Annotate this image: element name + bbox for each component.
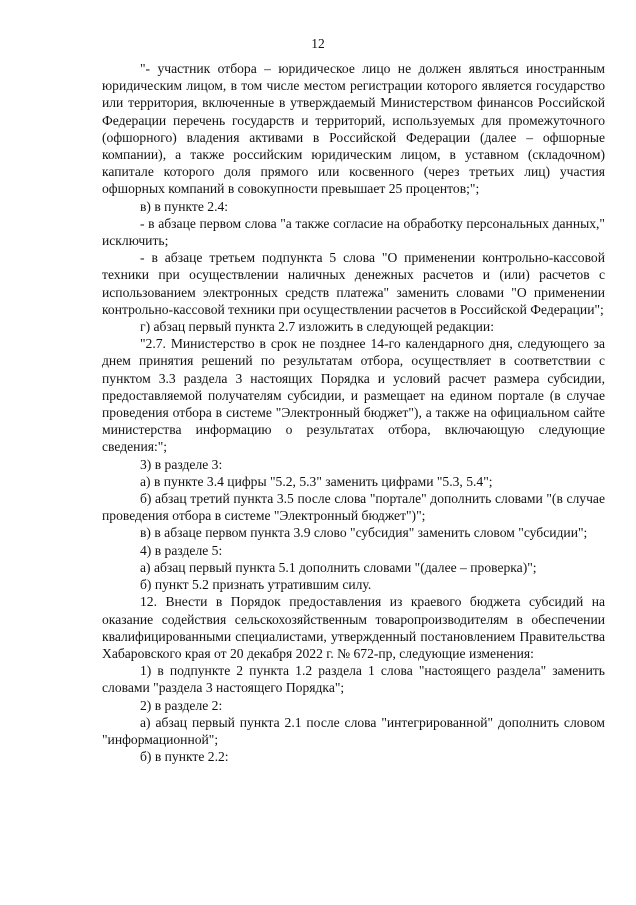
paragraph-8: а) в пункте 3.4 цифры "5.2, 5.3" заменить цифрами "5.3, 5.4"; <box>140 473 493 489</box>
paragraph-10: в) в абзаце первом пункта 3.9 слово "субсидия" заменить словом "субсидии"; <box>140 525 588 541</box>
paragraph-2: в) в пункте 2.4: <box>140 198 229 214</box>
paragraph-14: 12. Внести в Порядок предоставления из краевого бюджета субсидий на оказание содействия сельскохозяйственным товаропроизводителям в обеспечении квалифицированными специалистами, утвержденный постановлением Правительства Хабаровского края от 20 декабря 2022 г. № 672-пр, следующие изменения: <box>102 594 605 661</box>
paragraph-6: "2.7. Министерство в срок не позднее 14-го календарного дня, следующего за днем принятия решений по результатам отбора, осуществляет в соответствии с пунктом 3.3 раздела 3 настоящих Порядка и условий расчет размера субсидии, предоставляемой получателям субсидии, и размещает на едином портале (в случае проведения отбора в системе "Электронный бюджет"), а также на официальном сайте министерства информацию о результатах отбора, включающую следующие сведения:"; <box>102 336 605 455</box>
page-number: 12 <box>311 36 325 51</box>
paragraph-18: б) в пункте 2.2: <box>140 749 229 765</box>
paragraph-5: г) абзац первый пункта 2.7 изложить в следующей редакции: <box>140 319 494 335</box>
paragraph-9: б) абзац третий пункта 3.5 после слова "портале" дополнить словами "(в случае проведения отбора в системе "Электронный бюджет")"; <box>102 491 605 524</box>
paragraph-1: "- участник отбора – юридическое лицо не должен являться иностранным юридическим лицом, в том числе местом регистрации которого является государство или территория, включенные в утверждаемый Министерством финансов Российской Федерации перечень государств и территорий, используемых для промежуточного (офшорного) владения активами в Российской Федерации (далее – офшорные компании), а также российским юридическим лицом, в уставном (складочном) капитале которого доля прямого или косвенного (через третьих лиц) участия офшорных компаний в совокупности превышает 25 процентов;"; <box>102 61 605 197</box>
paragraph-3: - в абзаце первом слова "а также согласие на обработку персональных данных," исключить; <box>102 215 605 249</box>
document-body <box>102 60 605 765</box>
paragraph-16: 2) в разделе 2: <box>140 697 223 713</box>
paragraph-13: б) пункт 5.2 признать утратившим силу. <box>140 577 372 593</box>
paragraph-11: 4) в разделе 5: <box>140 542 223 558</box>
paragraph-4: - в абзаце третьем подпункта 5 слова "О применении контрольно-кассовой техники при осуществлении наличных денежных расчетов и (или) расчетов с использованием электронных средств платежа" заменить словами "О применении контрольно-кассовой техники при осуществлении расчетов в Российской Федерации"; <box>102 250 605 317</box>
paragraph-12: а) абзац первый пункта 5.1 дополнить словами "(далее – проверка)"; <box>140 559 537 575</box>
paragraph-17: а) абзац первый пункта 2.1 после слова "интегрированной" дополнить словом "информационной"; <box>102 714 605 747</box>
paragraph-15: 1) в подпункте 2 пункта 1.2 раздела 1 слова "настоящего раздела" заменить словами "раздела 3 настоящего Порядка"; <box>102 663 605 696</box>
paragraph-7: 3) в разделе 3: <box>140 456 223 472</box>
